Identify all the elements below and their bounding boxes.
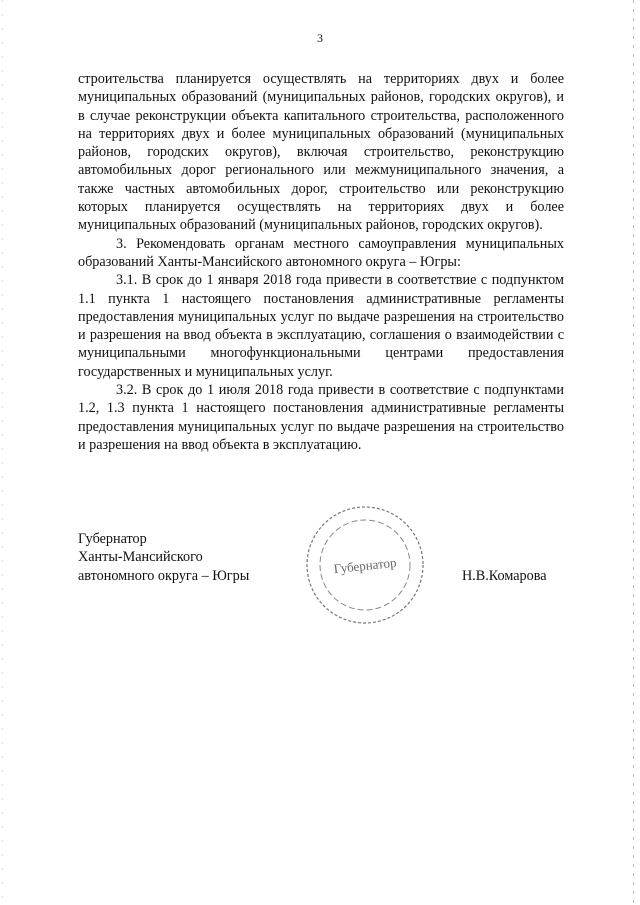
stamp-label: Губернатор — [332, 554, 398, 577]
signature-title-line-2: Ханты-Мансийского — [78, 549, 203, 566]
signature-title-line-1: Губернатор — [78, 531, 147, 547]
paragraph-continuation: строительства планируется осуществлять на территориях двух и более муниципальных образований (муниципальных районов, городских округов), и в случае реконструкции объекта капитального строительства, расположенного на территориях двух и более муниципальных образований (муниципальных районов, городских округов), включая строительство, реконструкцию автомобильных дорог регионального или межмуниципального значения, а также частных автомобильных дорог, строительство или реконструкцию которых планируется осуществлять на территориях двух и более муниципальных образований (муниципальных районов, городских округов). — [78, 71, 564, 234]
signature-title-line-3: автономного округа – Югры — [78, 567, 250, 584]
page-number: 3 — [317, 31, 323, 45]
signature-block — [78, 530, 249, 585]
signer-name: Н.В.Комарова — [462, 568, 547, 584]
scan-edge-left — [2, 0, 3, 905]
paragraph-item-3: 3. Рекомендовать органам местного самоуправления муниципальных образований Ханты-Мансийского автономного округа – Югры: — [78, 235, 564, 270]
scan-edge-right — [633, 0, 634, 905]
paragraph-item-3-1: 3.1. В срок до 1 января 2018 года привести в соответствие с подпунктом 1.1 пункта 1 настоящего постановления административные регламенты предоставления муниципальных услуг по выдаче разрешения на строительство и разрешения на ввод объекта в эксплуатацию, соглашения о взаимодействии с муниципальными многофункциональными центрами предоставления государственных и муниципальных услуг. — [78, 272, 564, 380]
paragraph-item-3-2: 3.2. В срок до 1 июля 2018 года привести в соответствие с подпунктами 1.2, 1.3 пункта 1 настоящего постановления административные регламенты предоставления муниципальных услуг по выдаче разрешения на строительство и разрешения на ввод объекта в эксплуатацию. — [78, 382, 564, 453]
body-text — [78, 70, 564, 454]
governor-stamp — [300, 500, 430, 630]
